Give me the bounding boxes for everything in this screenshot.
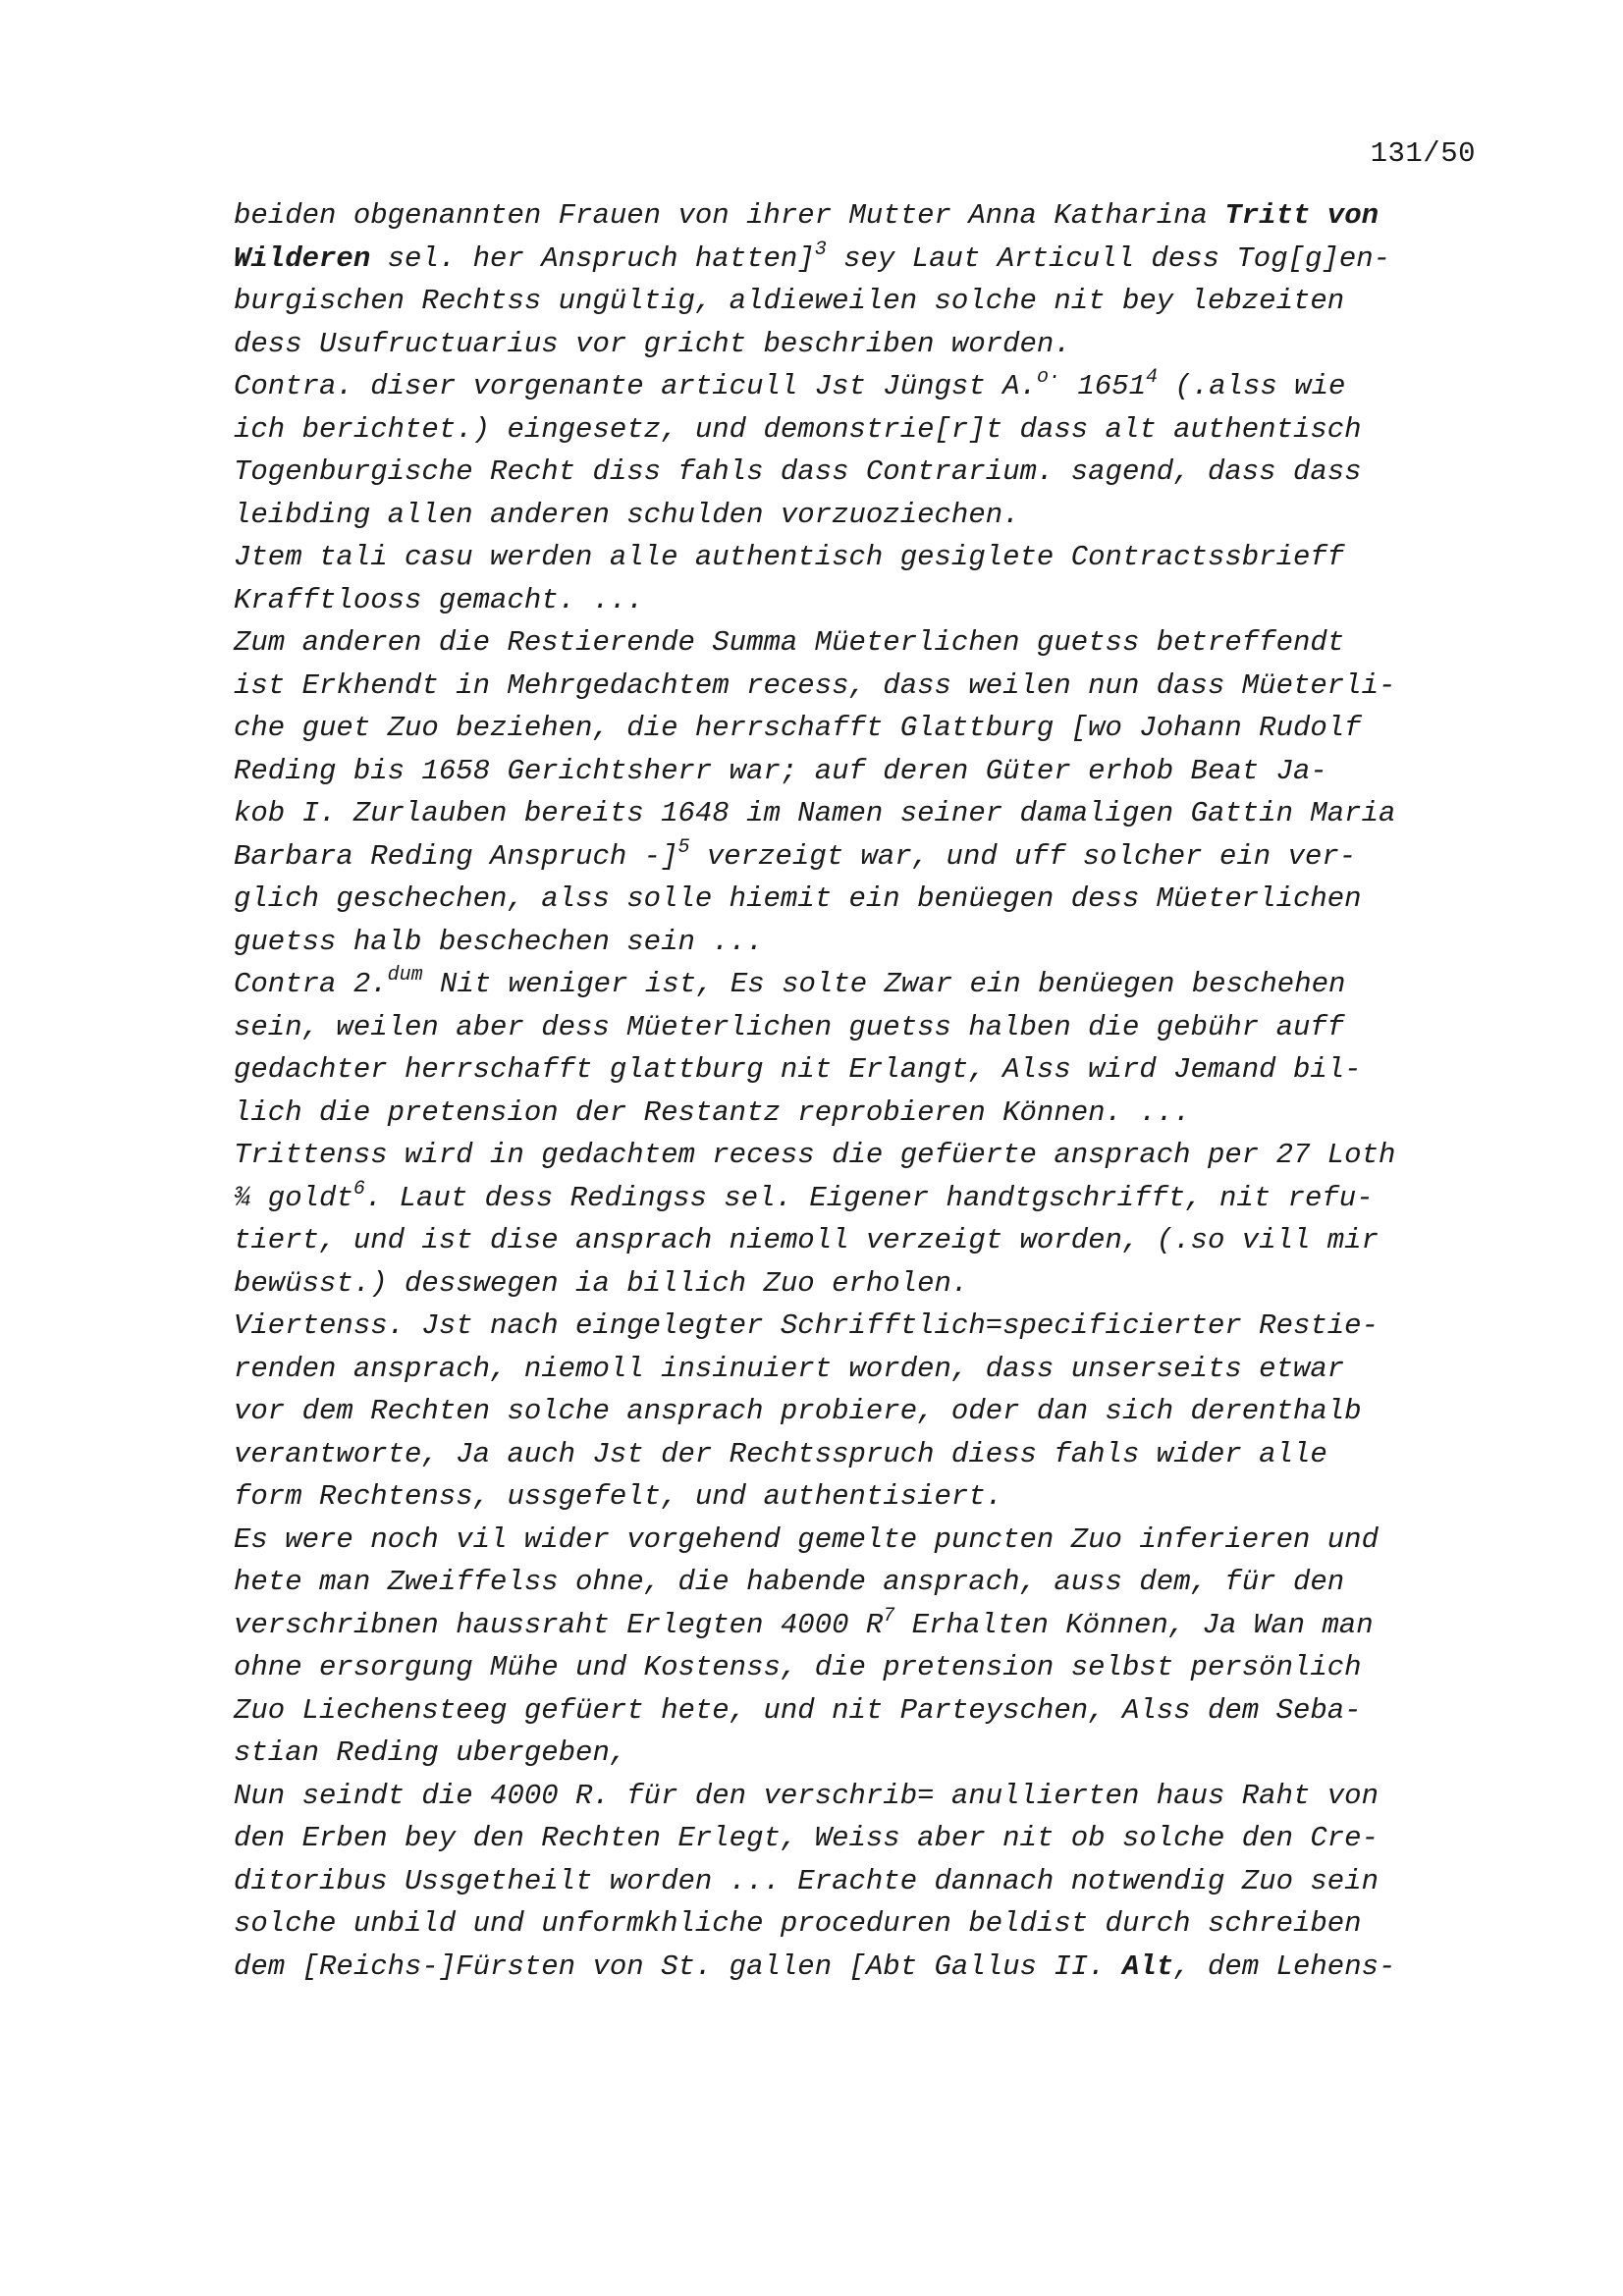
- document-body: [234, 194, 1471, 1988]
- text-line: [234, 1309, 1379, 1342]
- text-line: [234, 584, 644, 616]
- footnote-marker: 4: [1145, 366, 1158, 389]
- text-line: [234, 328, 1071, 360]
- text-line: [234, 926, 764, 958]
- text-segment: sey Laut Articull dess Tog[g]en-: [826, 241, 1391, 275]
- text-line: [234, 1523, 1379, 1556]
- text-segment: Es were noch vil wider vorgehend gemelte puncten Zuo inferieren und: [234, 1522, 1379, 1556]
- text-line: [234, 669, 1395, 702]
- page-number: 131/50: [1370, 137, 1476, 170]
- text-segment: Contra 2.: [234, 968, 388, 1000]
- text-line: [234, 882, 1362, 915]
- text-line: [234, 1736, 626, 1769]
- text-line: [234, 1011, 1344, 1043]
- text-line: [234, 199, 1379, 232]
- text-segment: burgischen Rechtss ungültig, aldieweilen solche nit bey lebzeiten: [234, 285, 1345, 317]
- text-segment: tiert, und ist dise ansprach niemoll verzeigt worden, (.so vill mir: [234, 1224, 1379, 1256]
- text-segment: , dem Lehens-: [1173, 1949, 1396, 1983]
- text-line: [234, 1480, 1002, 1513]
- text-segment: verschribnen haussraht Erlegten 4000 R: [234, 1608, 884, 1641]
- text-segment: ohne ersorgung Mühe und Kostenss, die pretension selbst persönlich: [234, 1651, 1362, 1683]
- text-segment: Nit weniger ist, Es solte Zwar ein benüegen beschehen: [422, 968, 1346, 1000]
- text-line: [234, 1139, 1395, 1171]
- text-line: [234, 499, 1020, 531]
- text-segment: den Erben bey den Rechten Erlegt, Weiss aber nit ob solche den Cre-: [234, 1822, 1379, 1854]
- text-segment: lich die pretension der Restantz reprobieren Können. ...: [234, 1095, 1191, 1129]
- paragraph: [234, 365, 1471, 536]
- bold-name: Alt: [1121, 1949, 1174, 1983]
- text-line: [234, 964, 1346, 1000]
- text-segment: Contra. diser vorgenante articull Jst Jüngst A.: [234, 370, 1037, 402]
- text-segment: beiden obgenannten Frauen von ihrer Mutter Anna Katharina: [234, 199, 1225, 232]
- text-segment: Erhalten Können, Ja Wan man: [894, 1608, 1374, 1641]
- text-segment: solche unbild und unformkhliche proceduren beldist durch schreiben: [234, 1907, 1362, 1940]
- text-segment: ¾ goldt: [234, 1181, 353, 1214]
- text-segment: sein, weilen aber dess Müeterlichen guetss halben die gebühr auff: [234, 1010, 1345, 1043]
- text-line: [234, 1053, 1362, 1086]
- text-segment: che guet Zuo beziehen, die herrschafft Glattburg [wo Johann Rudolf: [234, 712, 1362, 744]
- text-segment: dem [Reichs-]Fürsten von St. gallen [Abt Gallus II.: [234, 1949, 1122, 1983]
- text-line: [234, 1267, 968, 1300]
- text-line: [234, 1604, 1374, 1641]
- text-line: [234, 835, 1357, 873]
- text-line: [234, 626, 1344, 659]
- paragraph: [234, 621, 1471, 963]
- text-line: [234, 712, 1362, 744]
- text-segment: sel. her Anspruch hatten]: [370, 241, 815, 275]
- text-line: [234, 1694, 1362, 1727]
- text-segment: verantworte, Ja auch Jst der Rechtsspruch diess fahls wider alle: [234, 1437, 1327, 1470]
- text-segment: kob I. Zurlauben bereits 1648 im Namen seiner damaligen Gattin Maria: [234, 797, 1396, 829]
- text-line: [234, 1907, 1362, 1940]
- text-line: [234, 1177, 1374, 1214]
- text-segment: Togenburgische Recht diss fahls dass Contrarium. sagend, dass dass: [234, 455, 1362, 488]
- text-line: [234, 1950, 1395, 1983]
- text-line: [234, 413, 1362, 446]
- text-segment: glich geschechen, alss solle hiemit ein benüegen dess Müeterlichen: [234, 882, 1362, 915]
- text-line: [234, 1651, 1362, 1683]
- text-segment: hete man Zweiffelss ohne, die habende ansprach, auss dem, für den: [234, 1566, 1345, 1598]
- text-segment: Zuo Liechensteeg gefüert hete, und nit Parteyschen, Alss dem Seba-: [234, 1693, 1362, 1727]
- paragraph: [234, 194, 1471, 365]
- text-line: [234, 366, 1346, 402]
- text-segment: guetss halb beschechen sein ...: [234, 925, 764, 958]
- footnote-marker: dum: [387, 964, 423, 987]
- text-segment: Barbara Reding Anspruch -]: [234, 839, 678, 873]
- text-line: [234, 238, 1391, 275]
- text-segment: form Rechtenss, ussgefelt, und authentisiert.: [234, 1480, 1003, 1513]
- footnote-marker: o·: [1036, 366, 1060, 389]
- text-line: [234, 1865, 1379, 1897]
- text-line: [234, 1566, 1344, 1598]
- text-segment: dess Usufructuarius vor gricht beschriben worden.: [234, 327, 1071, 360]
- text-segment: verzeigt war, und uff solcher ein ver-: [689, 839, 1357, 873]
- bold-name: Tritt von: [1224, 199, 1380, 232]
- text-line: [234, 1353, 1344, 1385]
- text-segment: Reding bis 1658 Gerichtsherr war; auf deren Güter erhob Beat Ja-: [234, 754, 1327, 787]
- text-segment: Trittenss wird in gedachtem recess die gefüerte ansprach per 27 Loth: [234, 1139, 1396, 1171]
- text-line: [234, 541, 1344, 573]
- text-segment: gedachter herrschafft glattburg nit Erlangt, Alss wird Jemand bil-: [234, 1053, 1362, 1086]
- footnote-marker: 3: [814, 238, 827, 261]
- text-segment: stian Reding ubergeben,: [234, 1736, 627, 1769]
- text-segment: bewüsst.) desswegen ia billich Zuo erholen.: [234, 1266, 969, 1300]
- text-line: [234, 1096, 1191, 1129]
- text-line: [234, 285, 1344, 317]
- text-line: [234, 797, 1395, 829]
- text-segment: (.alss wie: [1157, 370, 1346, 402]
- text-segment: ditoribus Ussgetheilt worden ... Erachte dannach notwendig Zuo sein: [234, 1864, 1379, 1897]
- paragraph: [234, 1134, 1471, 1305]
- text-segment: Zum anderen die Restierende Summa Müeterlichen guetss betreffendt: [234, 626, 1345, 659]
- text-segment: Krafftlooss gemacht. ...: [234, 583, 644, 616]
- text-segment: Viertenss. Jst nach eingelegter Schrifftlich=specificierter Restie-: [234, 1309, 1379, 1342]
- text-line: [234, 1780, 1379, 1812]
- footnote-marker: 5: [677, 835, 690, 859]
- footnote-marker: 6: [352, 1177, 365, 1201]
- text-line: [234, 1438, 1327, 1470]
- text-segment: Jtem tali casu werden alle authentisch gesiglete Contractssbrieff: [234, 541, 1345, 573]
- text-segment: renden ansprach, niemoll insinuiert worden, dass unserseits etwar: [234, 1352, 1345, 1385]
- paragraph: [234, 1305, 1471, 1519]
- text-line: [234, 455, 1362, 488]
- text-segment: ist Erkhendt in Mehrgedachtem recess, dass weilen nun dass Müeterli-: [234, 668, 1396, 702]
- text-line: [234, 755, 1327, 787]
- text-segment: ich berichtet.) eingesetz, und demonstrie[r]t dass alt authentisch: [234, 412, 1362, 446]
- paragraph: [234, 1519, 1471, 1775]
- text-segment: leibding allen anderen schulden vorzuoziechen.: [234, 498, 1020, 531]
- paragraph: [234, 963, 1471, 1134]
- paragraph: [234, 536, 1471, 621]
- text-segment: vor dem Rechten solche ansprach probiere, oder dan sich derenthalb: [234, 1395, 1362, 1427]
- text-segment: . Laut dess Redingss sel. Eigener handtgschrifft, nit refu-: [364, 1181, 1374, 1214]
- text-line: [234, 1395, 1362, 1427]
- bold-name: Wilderen: [234, 241, 371, 275]
- text-segment: Nun seindt die 4000 R. für den verschrib= anullierten haus Raht von: [234, 1779, 1379, 1812]
- footnote-marker: 7: [883, 1604, 895, 1628]
- text-line: [234, 1224, 1379, 1256]
- text-line: [234, 1822, 1379, 1854]
- text-segment: 1651: [1059, 370, 1146, 402]
- paragraph: [234, 1775, 1471, 1989]
